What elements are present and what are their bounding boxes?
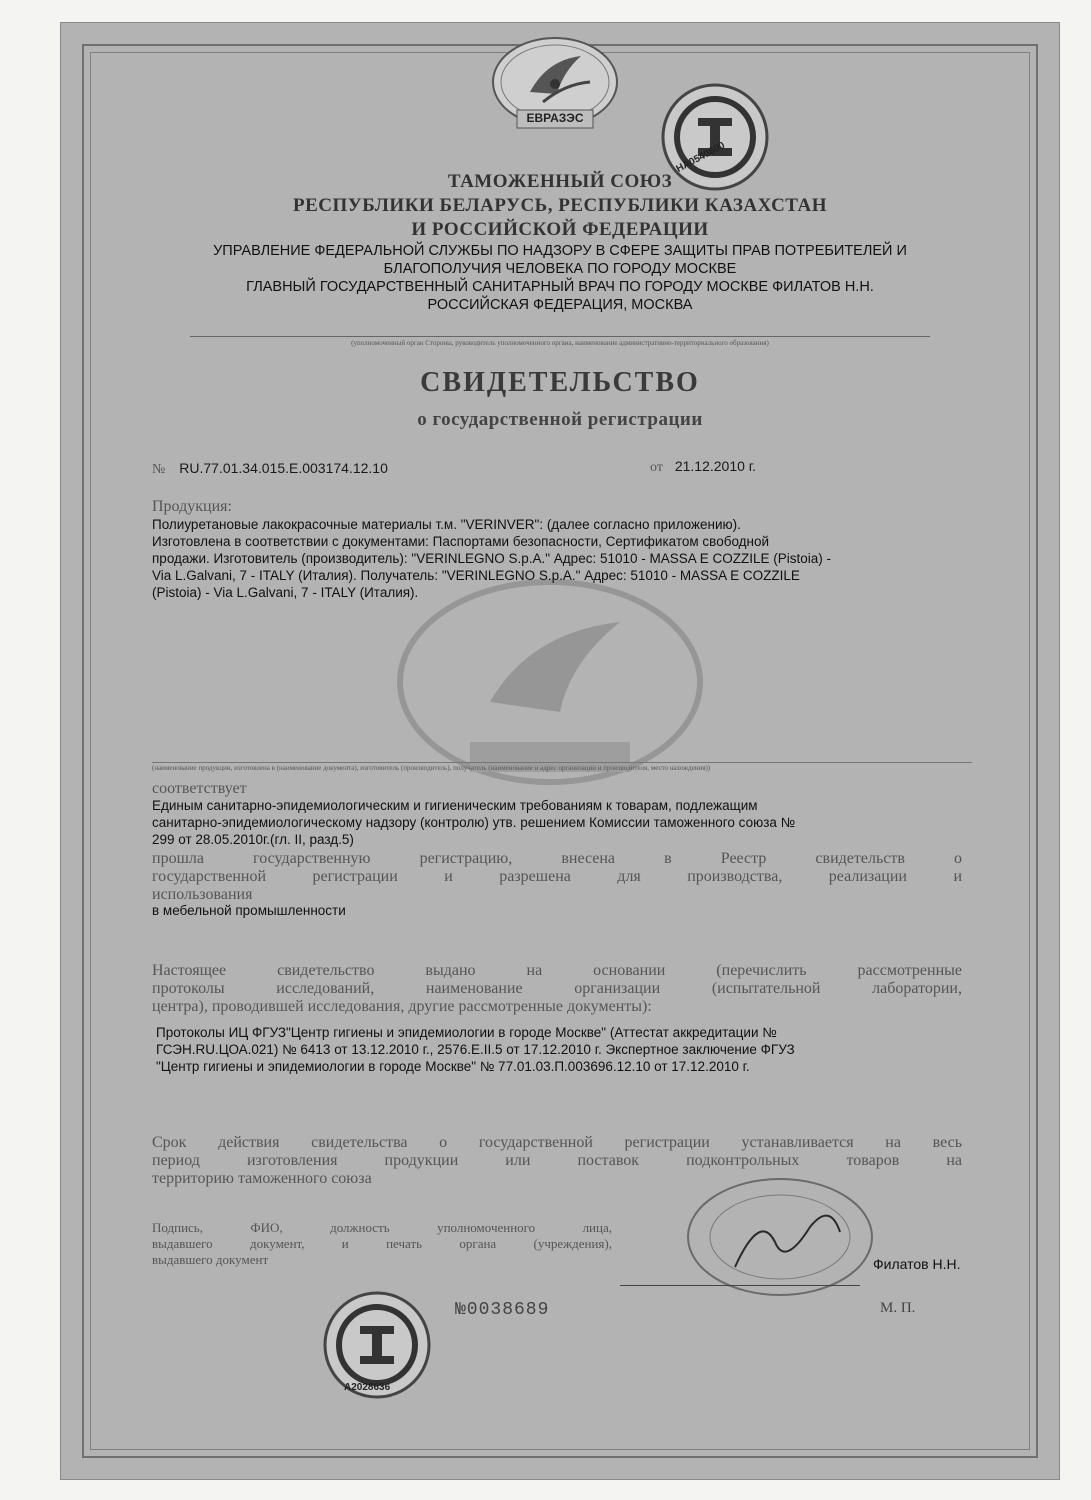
signature-caption-1: Подпись, ФИО, должность уполномоченного лица,: [152, 1220, 612, 1235]
usage-area: в мебельной промышленности: [152, 903, 346, 918]
registration-number-row: [152, 460, 388, 478]
basis-line-1: Настоящее свидетельство выдано на основании (перечислить рассмотренные: [152, 962, 962, 979]
basis-text-2: ГСЭН.RU.ЦОА.021) № 6413 от 13.12.2010 г., 2576.Е.II.5 от 17.12.2010 г. Экспертное заключение ФГУЗ: [156, 1042, 795, 1057]
signatory-name: Филатов Н.Н.: [873, 1256, 961, 1272]
emblem-text: ЕВРАЗЭС: [526, 111, 584, 125]
registration-text-line-2: государственной регистрации и разрешена для производства, реализации и: [152, 868, 962, 885]
official-stamp: [680, 1172, 880, 1302]
eurasec-watermark: [390, 572, 710, 792]
union-line-1: ТАМОЖЕННЫЙ СОЮЗ: [447, 171, 673, 192]
product-line-4: Via L.Galvani, 7 - ITALY (Италия). Получатель: "VERINLEGNO S.p.A." Адрес: 51010 - MASSA E COZZILE: [152, 568, 800, 583]
dept-caption: (уполномоченный орган Стороны, руководитель уполномоченного органа, наименование административно-территориального образования): [190, 336, 930, 347]
signature-caption-3: выдавшего документ: [152, 1252, 269, 1267]
product-line-2: Изготовлена в соответствии с документами: Паспортами безопасности, Сертификатом свободной: [152, 534, 770, 549]
document-subtitle: о государственной регистрации: [417, 409, 703, 430]
validity-line-1: Срок действия свидетельства о государственной регистрации устанавливается на весь: [152, 1134, 962, 1151]
certificate-sheet: [60, 22, 1060, 1480]
basis-text-1: Протоколы ИЦ ФГУЗ"Центр гигиены и эпидемиологии в городе Москве" (Аттестат аккредитации №: [156, 1025, 777, 1040]
top-hologram-serial: HA0540800: [674, 140, 727, 175]
validity-line-3: территорию таможенного союза: [152, 1170, 372, 1187]
dept-line-4: РОССИЙСКАЯ ФЕДЕРАЦИЯ, МОСКВА: [427, 297, 693, 313]
product-label: Продукция:: [152, 498, 232, 515]
dept-line-1: УПРАВЛЕНИЕ ФЕДЕРАЛЬНОЙ СЛУЖБЫ ПО НАДЗОРУ В СФЕРЕ ЗАЩИТЫ ПРАВ ПОТРЕБИТЕЛЕЙ И: [213, 243, 907, 259]
document-number: №0038689: [455, 1300, 550, 1320]
signature-caption-2: выдавшего документ, и печать органа (учреждения),: [152, 1236, 612, 1251]
number-prefix: №: [152, 462, 166, 477]
registration-text-line-3: использования: [152, 886, 253, 903]
product-line-5: (Pistoia) - Via L.Galvani, 7 - ITALY (Италия).: [152, 585, 419, 600]
registration-text-line-1: прошла государственную регистрацию, внесена в Реестр свидетельств о: [152, 850, 962, 867]
compliance-line-1: Единым санитарно-эпидемиологическим и гигиеническим требованиям к товарам, подлежащим: [152, 798, 758, 813]
compliance-line-2: санитарно-эпидемиологическому надзору (контролю) утв. решением Комиссии таможенного союза №: [152, 815, 796, 830]
product-line-3: продажи. Изготовитель (производитель): "VERINLEGNO S.p.A." Адрес: 51010 - MASSA E COZZILE (Pistoia) -: [152, 551, 832, 566]
document-title: СВИДЕТЕЛЬСТВО: [420, 367, 700, 398]
product-caption: (наименование продукции, изготовлена в (наименование документа), изготовитель (производитель), получатель (наименование и адрес организации и производителя, место нахождения)): [152, 762, 972, 772]
date-prefix: от: [650, 460, 663, 475]
validity-line-2: период изготовления продукции или поставок подконтрольных товаров на: [152, 1152, 962, 1169]
product-line-1: Полиуретановые лакокрасочные материалы т.м. "VERINVER": (далее согласно приложению).: [152, 517, 741, 532]
signature-line: [620, 1285, 860, 1286]
bottom-hologram-serial: A2028636: [344, 1382, 391, 1393]
registration-date: 21.12.2010 г.: [674, 458, 757, 474]
registration-date-row: [650, 458, 756, 476]
dept-line-3: ГЛАВНЫЙ ГОСУДАРСТВЕННЫЙ САНИТАРНЫЙ ВРАЧ ПО ГОРОДУ МОСКВЕ ФИЛАТОВ Н.Н.: [246, 279, 874, 295]
union-line-3: И РОССИЙСКОЙ ФЕДЕРАЦИИ: [411, 219, 709, 240]
compliance-line-3: 299 от 28.05.2010г.(гл. II, разд.5): [152, 832, 354, 847]
basis-line-2: протоколы исследований, наименование организации (испытательной лаборатории,: [152, 980, 962, 997]
stamp-mark: М. П.: [880, 1300, 916, 1316]
bottom-hologram: [322, 1290, 432, 1400]
dept-line-2: БЛАГОПОЛУЧИЯ ЧЕЛОВЕКА ПО ГОРОДУ МОСКВЕ: [383, 261, 737, 277]
eurasec-emblem: [485, 32, 625, 142]
compliance-label: соответствует: [152, 780, 247, 797]
union-line-2: РЕСПУБЛИКИ БЕЛАРУСЬ, РЕСПУБЛИКИ КАЗАХСТАН: [292, 195, 828, 216]
basis-text-3: "Центр гигиены и эпидемиологии в городе Москве" № 77.01.03.П.003696.12.10 от 17.12.2010 г.: [156, 1059, 750, 1074]
registration-number: RU.77.01.34.015.Е.003174.12.10: [179, 460, 388, 476]
basis-line-3: центра), проводившей исследования, другие рассмотренные документы):: [152, 998, 652, 1015]
